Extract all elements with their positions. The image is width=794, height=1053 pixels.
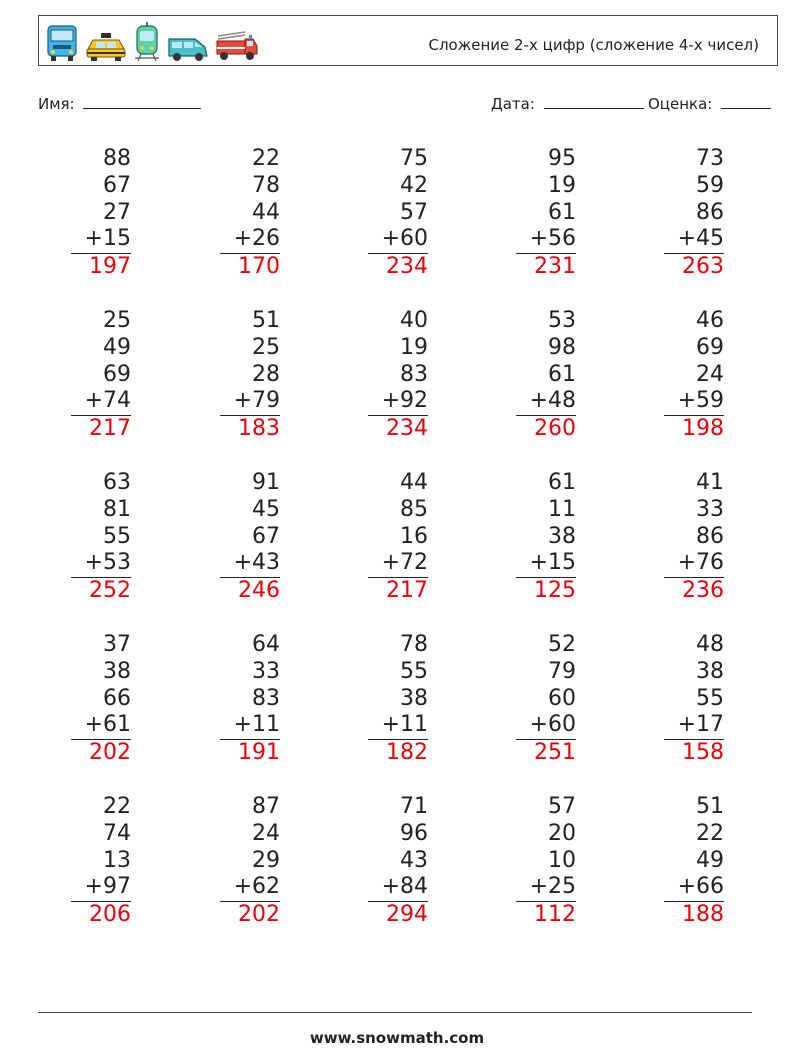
addend-with-plus: +17 [664, 712, 724, 740]
problem-r3-c3 [368, 470, 428, 605]
addend: 52 [548, 632, 576, 657]
addend-with-plus: +60 [516, 712, 576, 740]
answer: 202 [238, 902, 280, 928]
problem-r4-c2 [220, 632, 280, 767]
addend: 44 [400, 470, 428, 495]
addend-with-plus: +25 [516, 874, 576, 902]
addend: 81 [103, 496, 131, 522]
addend: 91 [252, 470, 280, 495]
page-title: Сложение 2-х цифр (сложение 4-х чисел) [428, 36, 759, 54]
addend: 69 [696, 334, 724, 360]
van-icon [167, 34, 209, 62]
date-field [491, 94, 644, 113]
addend: 42 [400, 172, 428, 198]
addend: 16 [400, 523, 428, 549]
addend: 43 [400, 847, 428, 873]
addend: 55 [696, 685, 724, 711]
answer: 206 [89, 902, 131, 928]
problem-r5-c2 [220, 794, 280, 929]
addend: 49 [103, 334, 131, 360]
addend: 53 [548, 308, 576, 333]
addend-with-plus: +11 [220, 712, 280, 740]
addend-with-plus: +74 [71, 388, 131, 416]
problem-r2-c1 [71, 308, 131, 443]
addend: 10 [548, 847, 576, 873]
addend: 44 [252, 199, 280, 225]
addend-with-plus: +26 [220, 226, 280, 254]
answer: 191 [238, 740, 280, 766]
problem-r5-c5 [664, 794, 724, 929]
grade-input-line[interactable] [721, 94, 771, 109]
addend: 51 [696, 794, 724, 819]
problem-r4-c1 [71, 632, 131, 767]
answer: 231 [534, 254, 576, 280]
answer: 188 [682, 902, 724, 928]
addend: 37 [103, 632, 131, 657]
name-label: Имя: [38, 95, 75, 113]
problem-r2-c3 [368, 308, 428, 443]
addend: 24 [696, 361, 724, 387]
problem-r4-c3 [368, 632, 428, 767]
addend-with-plus: +15 [516, 550, 576, 578]
fire-truck-icon [215, 30, 259, 62]
addend: 69 [103, 361, 131, 387]
name-input-line[interactable] [83, 94, 201, 109]
addend: 96 [400, 820, 428, 846]
problem-r1-c4 [516, 146, 576, 281]
addend-with-plus: +92 [368, 388, 428, 416]
problem-r1-c1 [71, 146, 131, 281]
addend: 63 [103, 470, 131, 495]
addend: 41 [696, 470, 724, 495]
tram-icon [133, 22, 161, 62]
problem-r3-c2 [220, 470, 280, 605]
answer: 183 [238, 416, 280, 442]
addend-with-plus: +84 [368, 874, 428, 902]
answer: 198 [682, 416, 724, 442]
grade-label: Оценка: [648, 95, 713, 113]
addend: 86 [696, 199, 724, 225]
answer: 252 [89, 578, 131, 604]
taxi-icon [85, 32, 127, 62]
footer-divider [38, 1012, 752, 1013]
addend: 45 [252, 496, 280, 522]
addend: 60 [548, 685, 576, 711]
addend: 66 [103, 685, 131, 711]
addend: 85 [400, 496, 428, 522]
problem-r4-c5 [664, 632, 724, 767]
addend: 24 [252, 820, 280, 846]
addend-with-plus: +79 [220, 388, 280, 416]
problem-r1-c2 [220, 146, 280, 281]
answer: 182 [386, 740, 428, 766]
addend: 33 [696, 496, 724, 522]
addend-with-plus: +45 [664, 226, 724, 254]
answer: 217 [386, 578, 428, 604]
addend: 46 [696, 308, 724, 333]
addend-with-plus: +56 [516, 226, 576, 254]
problem-r5-c1 [71, 794, 131, 929]
addend-with-plus: +59 [664, 388, 724, 416]
addend-with-plus: +15 [71, 226, 131, 254]
problem-r2-c5 [664, 308, 724, 443]
footer-site: www.snowmath.com [309, 1029, 485, 1047]
addend: 27 [103, 199, 131, 225]
addend: 64 [252, 632, 280, 657]
addend: 38 [548, 523, 576, 549]
addend: 95 [548, 146, 576, 171]
addend: 22 [252, 146, 280, 171]
problem-r3-c1 [71, 470, 131, 605]
addend: 73 [696, 146, 724, 171]
addend: 25 [103, 308, 131, 333]
header-box [38, 15, 778, 66]
addend-with-plus: +48 [516, 388, 576, 416]
addend: 28 [252, 361, 280, 387]
answer: 202 [89, 740, 131, 766]
addend-with-plus: +61 [71, 712, 131, 740]
addend: 57 [400, 199, 428, 225]
answer: 251 [534, 740, 576, 766]
problem-r4-c4 [516, 632, 576, 767]
addend: 33 [252, 658, 280, 684]
name-field [38, 94, 201, 113]
answer: 197 [89, 254, 131, 280]
addend: 19 [548, 172, 576, 198]
addend: 55 [103, 523, 131, 549]
addend: 38 [400, 685, 428, 711]
answer: 112 [534, 902, 576, 928]
addend-with-plus: +11 [368, 712, 428, 740]
addend: 20 [548, 820, 576, 846]
answer: 234 [386, 254, 428, 280]
addend: 49 [696, 847, 724, 873]
date-label: Дата: [491, 95, 535, 113]
addend: 87 [252, 794, 280, 819]
addend: 57 [548, 794, 576, 819]
addend-with-plus: +60 [368, 226, 428, 254]
addend: 22 [103, 794, 131, 819]
addend: 88 [103, 146, 131, 171]
addend: 78 [400, 632, 428, 657]
addend: 40 [400, 308, 428, 333]
problem-r1-c3 [368, 146, 428, 281]
vehicle-icons [45, 22, 259, 62]
addend-with-plus: +66 [664, 874, 724, 902]
answer: 234 [386, 416, 428, 442]
addend-with-plus: +76 [664, 550, 724, 578]
problem-r3-c5 [664, 470, 724, 605]
addend: 67 [252, 523, 280, 549]
problem-r3-c4 [516, 470, 576, 605]
addend: 61 [548, 470, 576, 495]
grade-field [648, 94, 771, 113]
answer: 260 [534, 416, 576, 442]
problem-r5-c4 [516, 794, 576, 929]
addend: 19 [400, 334, 428, 360]
addend: 71 [400, 794, 428, 819]
addend: 13 [103, 847, 131, 873]
addend: 83 [400, 361, 428, 387]
addend: 75 [400, 146, 428, 171]
addend-with-plus: +43 [220, 550, 280, 578]
addend: 22 [696, 820, 724, 846]
answer: 170 [238, 254, 280, 280]
answer: 217 [89, 416, 131, 442]
addend: 61 [548, 361, 576, 387]
answer: 263 [682, 254, 724, 280]
answer: 246 [238, 578, 280, 604]
problem-r1-c5 [664, 146, 724, 281]
bus-icon [45, 24, 79, 62]
addend-with-plus: +97 [71, 874, 131, 902]
addend: 51 [252, 308, 280, 333]
addend: 98 [548, 334, 576, 360]
addend: 38 [696, 658, 724, 684]
date-input-line[interactable] [544, 94, 644, 109]
addend: 59 [696, 172, 724, 198]
addend: 79 [548, 658, 576, 684]
addend: 74 [103, 820, 131, 846]
addend: 38 [103, 658, 131, 684]
problem-r5-c3 [368, 794, 428, 929]
problem-r2-c4 [516, 308, 576, 443]
answer: 125 [534, 578, 576, 604]
addend-with-plus: +72 [368, 550, 428, 578]
answer: 236 [682, 578, 724, 604]
addend-with-plus: +62 [220, 874, 280, 902]
problem-r2-c2 [220, 308, 280, 443]
addend: 86 [696, 523, 724, 549]
answer: 294 [386, 902, 428, 928]
addend-with-plus: +53 [71, 550, 131, 578]
addend: 48 [696, 632, 724, 657]
answer: 158 [682, 740, 724, 766]
addend: 55 [400, 658, 428, 684]
addend: 29 [252, 847, 280, 873]
addend: 11 [548, 496, 576, 522]
addend: 78 [252, 172, 280, 198]
addend: 25 [252, 334, 280, 360]
addend: 67 [103, 172, 131, 198]
addend: 61 [548, 199, 576, 225]
addend: 83 [252, 685, 280, 711]
